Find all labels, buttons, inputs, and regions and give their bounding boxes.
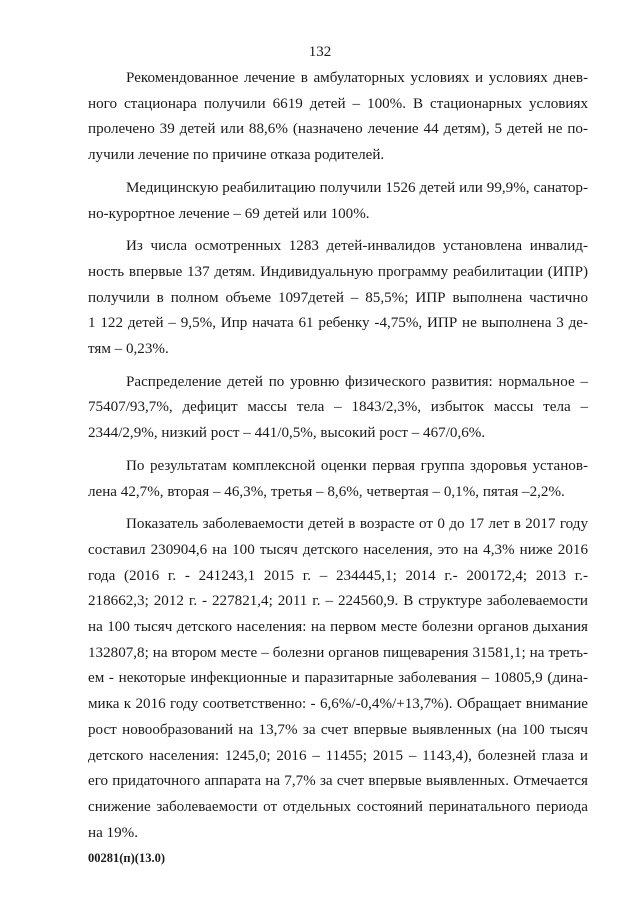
- text-line: Рекомендованное лечение в амбулаторных условиях и условиях днев-: [126, 70, 588, 86]
- text-line: лена 42,7%, вторая – 46,3%, третья – 8,6%, четвертая – 0,1%, пятая –2,2%.: [88, 483, 565, 500]
- text-line: 75407/93,7%, дефицит массы тела – 1843/2,3%, избыток массы тела –: [88, 399, 588, 416]
- text-line: Распределение детей по уровню физического развития: нормальное –: [126, 373, 588, 390]
- text-line: ного стационара получили 6619 детей – 100%. В стационарных условиях: [88, 95, 588, 112]
- paragraph-rehabilitation: [88, 176, 588, 227]
- text-line: По результатам комплексной оценки первая группа здоровья установ-: [126, 457, 588, 474]
- text-line: снижение заболеваемости от отдельных состояний перинатального периода: [88, 798, 588, 815]
- text-line: детского населения: 1245,0; 2016 – 11455; 2015 – 1143,4), болезней глаза и: [88, 747, 588, 764]
- page-number: 132: [308, 44, 332, 60]
- text-line: ность впервые 137 детям. Индивидуальную программу реабилитации (ИПР): [88, 263, 588, 280]
- text-line: Медицинскую реабилитацию получили 1526 детей или 99,9%, санатор-: [126, 179, 588, 196]
- text-line: рост новообразований на 13,7% за счет впервые выявленных (на 100 тысяч: [88, 721, 588, 738]
- text-line: мика к 2016 году соответственно: - 6,6%/-0,4%/+13,7%). Обращает внимание: [88, 696, 588, 713]
- text-line: получили в полном объеме 1097детей – 85,5%; ИПР выполнена частично: [88, 289, 588, 306]
- text-line: 1 122 детей – 9,5%, Ипр начата 61 ребенку -4,75%, ИПР не выполнена 3 де-: [88, 315, 588, 332]
- paragraph-disability: [88, 234, 588, 363]
- paragraph-physical-development: [88, 370, 588, 447]
- text-line: ем - некоторые инфекционные и паразитарные заболевания – 10805,9 (дина-: [88, 670, 588, 687]
- text-line: лучили лечение по причине отказа родителей.: [88, 147, 385, 164]
- text-line: на 19%.: [88, 824, 138, 841]
- text-line: 218662,3; 2012 г. - 227821,4; 2011 г. – 224560,9. В структуре заболеваемости: [88, 593, 588, 610]
- text-line: 2344/2,9%, низкий рост – 441/0,5%, высокий рост – 467/0,6%.: [88, 425, 486, 442]
- text-line: но-курортное лечение – 69 детей или 100%.: [88, 205, 370, 222]
- text-line: составил 230904,6 на 100 тысяч детского населения, это на 4,3% ниже 2016: [88, 541, 588, 558]
- text-line: пролечено 39 детей или 88,6% (назначено лечение 44 детям), 5 детей не по-: [88, 121, 588, 138]
- document-code: 00281(п)(13.0): [88, 851, 165, 865]
- text-line: его придаточного аппарата на 7,7% за счет впервые выявленных. Отмечается: [88, 773, 588, 790]
- text-line: Из числа осмотренных 1283 детей-инвалидов установлена инвалид-: [126, 238, 588, 255]
- paragraph-health-groups: [88, 454, 588, 505]
- text-line: 132807,8; на втором месте – болезни органов пищеварения 31581,1; на треть-: [88, 644, 588, 661]
- text-line: Показатель заболеваемости детей в возрасте от 0 до 17 лет в 2017 году: [126, 516, 588, 533]
- text-line: года (2016 г. - 241243,1 2015 г. – 234445,1; 2014 г.- 200172,4; 2013 г.-: [88, 567, 588, 584]
- paragraph-treatment: [88, 66, 588, 169]
- document-body: [88, 66, 588, 853]
- text-line: тям – 0,23%.: [88, 341, 169, 358]
- text-line: на 100 тысяч детского населения: на первом месте болезни органов дыхания: [88, 619, 588, 636]
- paragraph-morbidity: [88, 512, 588, 846]
